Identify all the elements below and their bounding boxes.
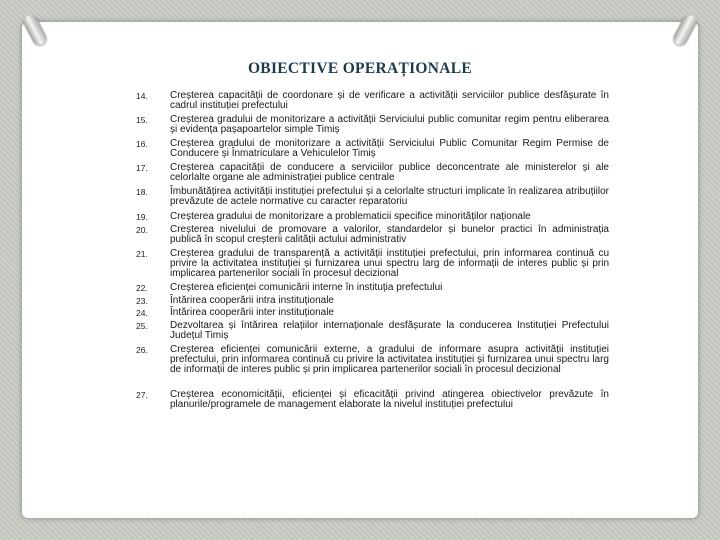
- item-text: Îmbunătățirea activității instituției prefectului și a celorlalte structuri implicate în realizarea atribuțiilor prevăzute de actele normative cu caracter reparatoriu: [170, 186, 609, 208]
- list-item: [136, 308, 609, 319]
- item-text: Creșterea gradului de monitorizare a activității Serviciului public comunitar regim pentru eliberarea și evidența pașapoartelor simple Timiș: [170, 114, 609, 136]
- item-text: Creșterea gradului de transparență a activității instituției prefectului, prin informarea continuă cu privire la activitatea instituției și furnizarea unui spectru larg de informații de interes public și prin implicarea partenerilor sociali în procesul decizional: [170, 248, 609, 280]
- item-number: 24.: [136, 308, 148, 318]
- item-text: Întărirea cooperării intra instituționale: [170, 295, 334, 306]
- list-item: [136, 163, 609, 183]
- item-text: Creșterea capacității de conducere a serviciilor publice deconcentrate ale ministerelor și ale celorlalte organe ale administrației publice centrale: [170, 162, 609, 184]
- item-text: Creșterea gradului de monitorizare a activității Serviciului Public Comunitar Regim Permise de Conducere și Înmatriculare a Vehiculelor Timiș: [170, 138, 609, 160]
- item-number: 23.: [136, 296, 148, 306]
- item-number: 16.: [136, 139, 148, 149]
- list-item: [136, 345, 609, 376]
- list-item: [136, 321, 609, 341]
- item-number: 18.: [136, 187, 148, 197]
- item-text: Creșterea eficienței comunicării externe, a gradului de informare asupra activității instituției prefectului, prin informarea continuă cu privire la activitatea instituției și furnizarea unui spectru larg de informații de interes public și prin implicarea partenerilor sociali în procesul decizional: [170, 344, 609, 376]
- item-text: Creșterea economicității, eficienței și eficacității privind atingerea obiectivelor prevăzute în planurile/programele de management elaborate la nivelul instituției prefectului: [170, 389, 609, 411]
- list-item: [136, 91, 609, 111]
- page-title: OBIECTIVE OPERAȚIONALE: [247, 60, 473, 77]
- item-text: Creșterea gradului de monitorizare a problematicii specifice minorităților naționale: [170, 211, 531, 222]
- item-number: 14.: [136, 91, 148, 101]
- item-number: 17.: [136, 163, 148, 173]
- list-item: [136, 225, 609, 245]
- item-text: Întărirea cooperării inter instituționale: [170, 307, 334, 318]
- item-text: Creșterea nivelului de promovare a valorilor, standardelor și bunelor practici în administrația publică în scopul creșterii calității actului administrativ: [170, 224, 609, 246]
- item-number: 15.: [136, 115, 148, 125]
- item-number: 22.: [136, 283, 148, 293]
- item-number: 27.: [136, 390, 148, 400]
- item-number: 20.: [136, 225, 148, 235]
- list-item: [136, 115, 609, 135]
- list-item: [136, 187, 609, 207]
- item-text: Creșterea capacității de coordonare și de verificare a activității serviciilor publice desfășurate în cadrul instituției prefectului: [170, 90, 609, 112]
- item-text: Dezvoltarea și întărirea relațiilor internaționale desfășurate la conducerea Instituției Prefectului Județul Timiș: [170, 320, 609, 342]
- item-number: 25.: [136, 321, 148, 331]
- list-item: [136, 283, 609, 294]
- item-number: 21.: [136, 249, 148, 259]
- item-text: Creșterea eficienței comunicării interne în instituția prefectului: [170, 282, 443, 293]
- item-number: 19.: [136, 212, 148, 222]
- list-item: [136, 249, 609, 280]
- item-number: 26.: [136, 345, 148, 355]
- list-item: [136, 296, 609, 307]
- list-item: [136, 390, 609, 410]
- list-item: [136, 139, 609, 159]
- list-item: [136, 212, 609, 223]
